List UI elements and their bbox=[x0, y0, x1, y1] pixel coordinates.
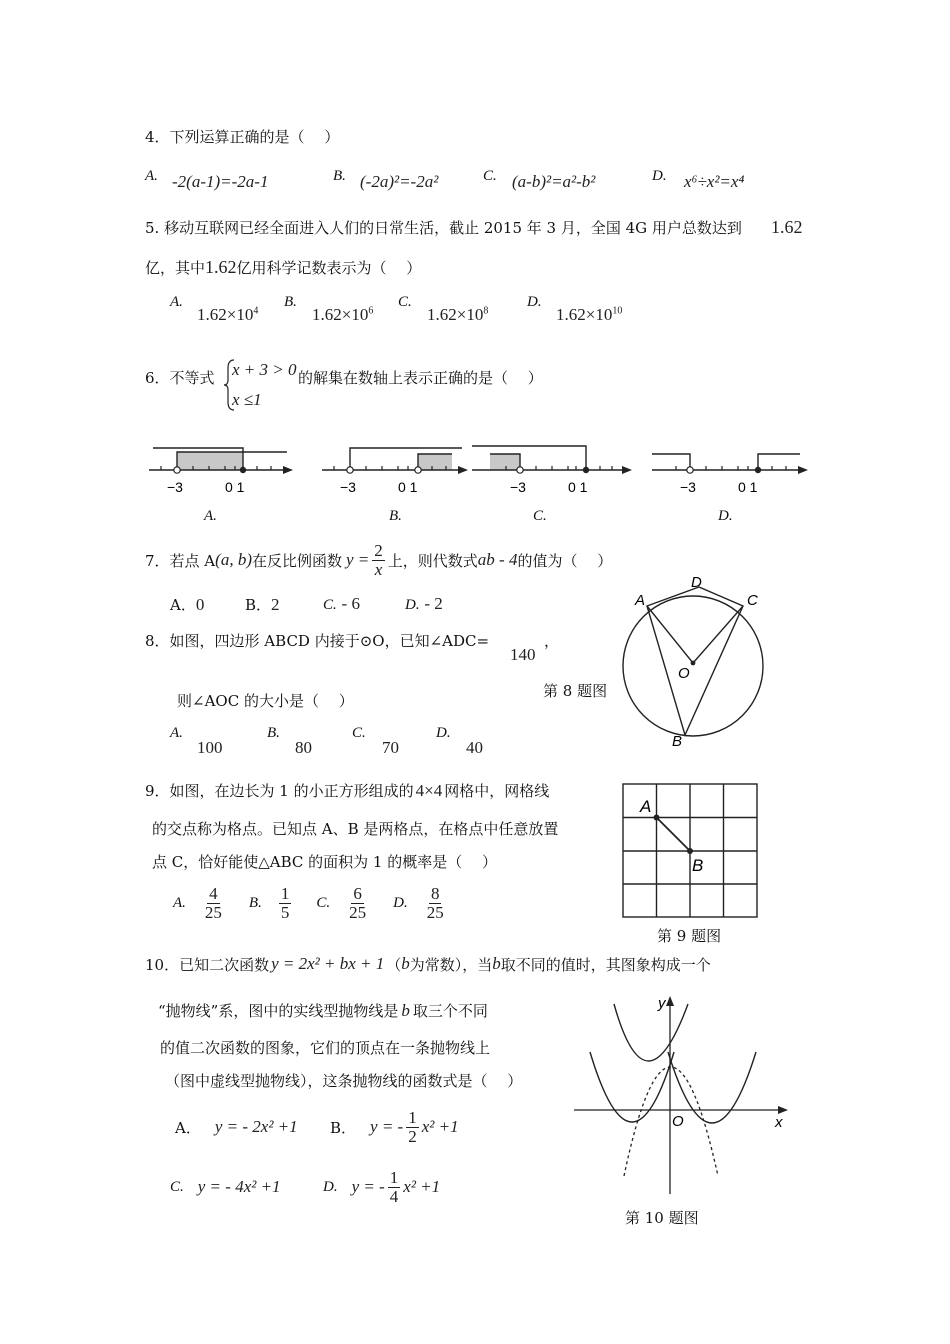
q9-option-a-frac bbox=[203, 885, 224, 922]
q9-option-d-den: 25 bbox=[426, 902, 444, 922]
q5-stem-2b: 亿用科学记数表示为（ ） bbox=[236, 259, 422, 277]
q9-option-a-letter: A. bbox=[173, 894, 186, 911]
q9-grid-figure bbox=[622, 783, 758, 919]
q9-point-b bbox=[687, 848, 693, 854]
q7-func-frac bbox=[372, 542, 385, 579]
q6-numberline-c bbox=[470, 440, 635, 498]
q7-option-b bbox=[245, 594, 280, 615]
q9-label-b: B bbox=[692, 856, 704, 875]
q7-point: (a, b) bbox=[215, 550, 252, 569]
q9-option-d-letter: D. bbox=[393, 894, 408, 911]
q7-func-lhs: y = bbox=[346, 550, 370, 569]
q9-point-a bbox=[654, 815, 660, 821]
q10-option-b-lhs: y = - bbox=[370, 1117, 404, 1136]
q8-option-d-val: 40 bbox=[466, 738, 483, 757]
q10-line1-d: 取不同的值时，其图象构成一个 bbox=[500, 955, 711, 974]
q8-option-b-letter: B. bbox=[267, 725, 280, 741]
q10-line1-a: 10．已知二次函数 bbox=[145, 955, 270, 974]
q5-option-d-letter: D. bbox=[527, 294, 542, 310]
q7-stem-c: 上，则代数式 bbox=[387, 551, 478, 570]
q10-option-d-den: 4 bbox=[389, 1186, 399, 1206]
q8-label-d: D bbox=[691, 574, 702, 591]
q7-stem-d: 的值为（ ） bbox=[517, 551, 613, 570]
q10-option-b bbox=[330, 1103, 459, 1151]
q6c-tick-neg3: −3 bbox=[510, 479, 526, 495]
q10-option-d-letter: D. bbox=[323, 1178, 338, 1195]
q6a-tick-neg3: −3 bbox=[167, 479, 183, 495]
q7-stem-a: 7．若点 A bbox=[145, 551, 216, 570]
q9-line1 bbox=[145, 780, 549, 801]
q9-option-d-num: 8 bbox=[430, 884, 440, 903]
q9-option-c-den: 25 bbox=[349, 902, 367, 922]
q7-stem bbox=[145, 540, 612, 580]
q10-b1: b bbox=[401, 954, 410, 973]
q6b-shade bbox=[418, 454, 452, 470]
q4-option-b-expr: (-2a)²=-2a² bbox=[360, 172, 439, 191]
q9-line2: 的交点称为格点。已知点 A、B 是两格点，在格点中任意放置 bbox=[152, 820, 559, 838]
q5-option-b-mant: 1.62×10 bbox=[312, 305, 369, 324]
q4-option-c-letter: C. bbox=[483, 168, 497, 184]
q7-option-c-letter: C. bbox=[323, 597, 337, 613]
q10-option-d bbox=[323, 1163, 440, 1211]
q10-parabola-left bbox=[590, 1052, 674, 1122]
q6d-tick-01: 0 1 bbox=[738, 479, 758, 495]
q7-option-d-letter: D. bbox=[405, 597, 420, 613]
q4-option-a-letter: A. bbox=[145, 168, 158, 184]
q5-option-b-letter: B. bbox=[284, 294, 297, 310]
q10-caption: 第 10 题图 bbox=[625, 1209, 699, 1227]
q10-option-d-num: 1 bbox=[389, 1167, 399, 1187]
q6-ineq1: x + 3 > 0 bbox=[232, 360, 297, 379]
q10-option-a-expr: y = - 2x² +1 bbox=[214, 1117, 298, 1136]
q6c-shade bbox=[490, 454, 520, 470]
q7-option-d-val: - 2 bbox=[424, 594, 443, 613]
q8-stem-b: 则∠AOC 的大小是（ ） bbox=[177, 692, 354, 710]
q9-option-c-frac bbox=[347, 885, 368, 922]
q10-label-x: x bbox=[775, 1114, 783, 1131]
q7-option-a-val: 0 bbox=[195, 595, 205, 614]
q7-func-den: x bbox=[374, 559, 383, 579]
q10-option-b-frac bbox=[406, 1109, 419, 1146]
q10-option-b-letter: B． bbox=[330, 1118, 357, 1137]
q10-line1-c: 为常数），当 bbox=[409, 955, 493, 974]
q8-angle: 140 bbox=[510, 645, 536, 664]
q10-line2-a: “抛物线”系，图中的实线型抛物线是 bbox=[158, 1002, 399, 1020]
q5-stem-line2 bbox=[145, 257, 421, 278]
q8-label-b: B bbox=[672, 733, 683, 750]
q10-vertex-parabola bbox=[624, 1067, 718, 1176]
q10-func: y = 2x² + bx + 1 bbox=[271, 954, 385, 973]
q4-option-c-expr: (a-b)²=a²-b² bbox=[512, 172, 596, 191]
q10-line3: 的值二次函数的图象，它们的顶点在一条抛物线上 bbox=[160, 1039, 491, 1057]
q10-option-a-letter: A． bbox=[175, 1118, 201, 1137]
q8-option-b-val: 80 bbox=[295, 738, 312, 757]
q6b-tick-neg3: −3 bbox=[340, 479, 356, 495]
q8-center-dot bbox=[691, 661, 696, 666]
q9-grid-size: 4×4 bbox=[415, 781, 443, 800]
q6-numberline-a bbox=[145, 440, 295, 498]
q10-option-b-den: 2 bbox=[408, 1126, 417, 1146]
q5-option-d-exp: 10 bbox=[612, 305, 623, 317]
q9-option-b-frac bbox=[279, 885, 292, 922]
q10-b3: b bbox=[401, 1001, 410, 1020]
q5-option-c-exp: 8 bbox=[483, 305, 489, 317]
q10-option-d-frac bbox=[388, 1169, 401, 1206]
q8-option-d-letter: D. bbox=[436, 725, 451, 741]
q10-line4: （图中虚线型抛物线），这条抛物线的函数式是（ ） bbox=[165, 1072, 523, 1090]
q7-option-a-letter: A． bbox=[170, 596, 196, 614]
q5-option-a-letter: A. bbox=[170, 294, 183, 310]
q5-option-a-exp: 4 bbox=[253, 305, 259, 317]
q5-value-1: 1.62 bbox=[771, 217, 803, 237]
q6a-shade bbox=[177, 452, 243, 470]
q9-option-b-letter: B. bbox=[248, 894, 262, 911]
q7-option-b-val: 2 bbox=[271, 595, 280, 614]
q6-numberline-b bbox=[320, 440, 470, 498]
q5-value-2: 1.62 bbox=[205, 257, 237, 277]
q10-option-c-expr: y = - 4x² +1 bbox=[197, 1177, 281, 1196]
q7-expr: ab - 4 bbox=[477, 550, 518, 569]
q10-b2: b bbox=[492, 954, 501, 973]
q8-figure bbox=[615, 570, 775, 750]
q10-line2 bbox=[158, 1000, 488, 1021]
q10-line1-b: （ bbox=[386, 955, 402, 974]
q6-stem-b: 的解集在数轴上表示正确的是（ ） bbox=[298, 369, 543, 387]
q5-option-c-mant: 1.62×10 bbox=[427, 305, 484, 324]
q10-label-o: O bbox=[672, 1113, 684, 1130]
q6c-tick-01: 0 1 bbox=[568, 479, 588, 495]
q5-option-a-mant: 1.62×10 bbox=[197, 305, 254, 324]
q9-option-c-num: 6 bbox=[353, 884, 362, 903]
q8-option-c-val: 70 bbox=[382, 738, 399, 757]
q6-option-b-letter: B. bbox=[389, 508, 402, 524]
q9-segment-ab bbox=[657, 818, 691, 852]
q10-line1 bbox=[145, 944, 711, 984]
q8-label-a: A bbox=[635, 592, 646, 609]
q6-option-c-letter: C. bbox=[533, 508, 547, 524]
q5-option-a bbox=[197, 305, 258, 325]
q6d-tick-neg3: −3 bbox=[680, 479, 696, 495]
q9-option-a-num: 4 bbox=[209, 884, 218, 903]
q4-option-d-letter: D. bbox=[652, 168, 667, 184]
q5-option-d bbox=[556, 305, 622, 325]
q9-option-b-den: 5 bbox=[280, 902, 290, 922]
q7-stem-b: 在反比例函数 bbox=[251, 551, 342, 570]
q10-label-y: y bbox=[658, 995, 666, 1012]
q5-option-b bbox=[312, 305, 373, 325]
q10-option-c-letter: C. bbox=[170, 1178, 184, 1195]
q4-stem: 4．下列运算正确的是（ ） bbox=[145, 128, 340, 146]
q5-stem-2a: 亿，其中 bbox=[145, 259, 206, 277]
q8-circle bbox=[623, 596, 763, 736]
q7-func-num: 2 bbox=[374, 540, 383, 560]
q7-option-c-val: - 6 bbox=[341, 594, 360, 613]
q10-option-b-num: 1 bbox=[408, 1107, 417, 1127]
q4-option-b-letter: B. bbox=[333, 168, 346, 184]
q5-option-b-exp: 6 bbox=[368, 305, 374, 317]
q7-option-c bbox=[323, 594, 360, 614]
q9-options bbox=[173, 885, 449, 922]
q8-stem-a: 8．如图，四边形 ABCD 内接于⊙O，已知∠ADC= bbox=[145, 632, 490, 650]
q4-option-d-expr: x⁶÷x²=x⁴ bbox=[684, 172, 745, 191]
q6-ineq2: x ≤1 bbox=[232, 390, 262, 409]
q10-line2-b: 取三个不同 bbox=[412, 1002, 488, 1020]
q5-option-c-letter: C. bbox=[398, 294, 412, 310]
q9-label-a: A bbox=[640, 797, 652, 816]
q8-option-c-letter: C. bbox=[352, 725, 366, 741]
q8-label-o: O bbox=[678, 665, 690, 682]
q10-option-d-lhs: y = - bbox=[351, 1177, 385, 1196]
q9-option-c-letter: C. bbox=[316, 894, 331, 911]
q9-option-d-frac bbox=[425, 885, 446, 922]
q8-option-a-val: 100 bbox=[197, 738, 223, 757]
q5-option-c bbox=[427, 305, 488, 325]
q6-option-a-letter: A. bbox=[204, 508, 217, 524]
q9-option-b-num: 1 bbox=[280, 884, 290, 903]
q10-option-d-rhs: x² +1 bbox=[403, 1177, 441, 1196]
q6a-tick-01: 0 1 bbox=[225, 479, 245, 495]
q6-stem-a: 6．不等式 bbox=[145, 369, 215, 387]
q5-option-d-mant: 1.62×10 bbox=[556, 305, 613, 324]
q6-numberline-d bbox=[650, 440, 810, 498]
q10-graph bbox=[570, 990, 795, 1200]
q8-label-c: C bbox=[747, 592, 758, 609]
q9-line3: 点 C，恰好能使△ABC 的面积为 1 的概率是（ ） bbox=[152, 853, 498, 871]
q8-caption: 第 8 题图 bbox=[543, 682, 608, 700]
q4-option-a-expr: -2(a-1)=-2a-1 bbox=[172, 172, 269, 191]
q7-option-a bbox=[170, 594, 204, 615]
q6b-tick-01: 0 1 bbox=[398, 479, 418, 495]
q5-stem-line1: 5. 移动互联网已经全面进入人们的日常生活，截止 2015 年 3 月，全国 4G 用户总数达到 bbox=[145, 219, 742, 237]
q9-option-a-den: 25 bbox=[204, 902, 222, 922]
q9-line1-b: 网格中，网格线 bbox=[444, 782, 550, 800]
q10-parabola-middle bbox=[614, 1004, 688, 1061]
q7-option-b-letter: B． bbox=[245, 596, 272, 614]
q9-caption: 第 9 题图 bbox=[657, 927, 722, 945]
q10-option-b-rhs: x² +1 bbox=[421, 1117, 459, 1136]
q10-option-a bbox=[175, 1110, 298, 1144]
q10-option-c bbox=[170, 1170, 281, 1204]
q9-line1-a: 9．如图，在边长为 1 的小正方形组成的 bbox=[145, 782, 414, 800]
q8-option-a-letter: A. bbox=[170, 725, 183, 741]
q6-option-d-letter: D. bbox=[718, 508, 733, 524]
q8-comma: ， bbox=[544, 632, 560, 650]
q7-option-d bbox=[405, 594, 443, 614]
